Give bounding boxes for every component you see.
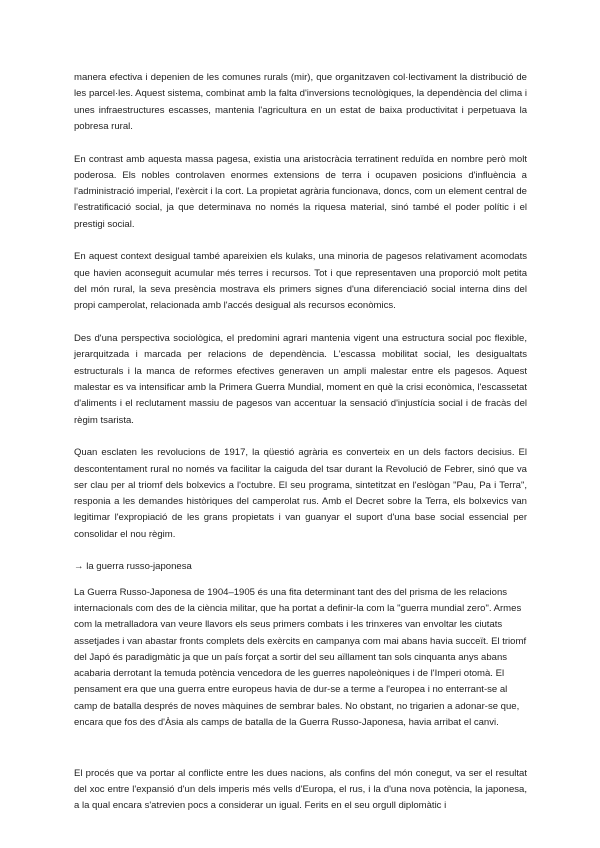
paragraph-aristocracy: En contrast amb aquesta massa pagesa, existia una aristocràcia terratinent reduïda en nombre però molt poderosa. Els nobles controlaven enormes extensions de terra i ocupaven posicions d'influència a l'administració imperial, l'exèrcit i la cort. La propietat agrària funcionava, doncs, com un element central de l'estratificació social, ja que determinava no només la riquesa material, sinó també el poder polític i el prestigi social.: [74, 153, 527, 230]
paragraph-sociological-perspective: Des d'una perspectiva sociològica, el predomini agrari mantenia vigent una estructura social poc flexible, jerarquitzada i marcada per relacions de dependència. L'escassa mobilitat social, les desigualtats estructurals i la manca de reformes efectives generaven un ampli malestar entre els pagesos. Aquest malestar es va intensificar amb la Primera Guerra Mundial, moment en què la crisi econòmica, l'escassetat d'aliments i el reclutament massiu de pagesos van accentuar la sensació d'injustícia social i de fracàs del règim tsarista.: [74, 333, 527, 426]
paragraph-kulaks: En aquest context desigual també apareixien els kulaks, una minoria de pagesos relativament acomodats que havien aconseguit acumular més terres i recursos. Tot i que representaven una proporció molt petita del món rural, la seva presència mostrava els primers signes d'una diferenciació social interna dins del propi camperolat, relacionada amb l'accés desigual als recursos econòmics.: [74, 251, 527, 312]
spacer: [74, 748, 527, 766]
paragraph-russo-japanese-war: La Guerra Russo-Japonesa de 1904–1905 és una fita determinant tant des del prisma de les relacions internacionals com des de la ciència militar, que ha portat a definir-la com la "guerra mundial zero". Armes com la metralladora van veure llavors els seus primers combats i les trinxeres van envoltar les ciutats assetjades i van abastar fronts complets dels exèrcits en campanya com mai abans havia succeït. El triomf del Japó és paradigmàtic ja que un país forçat a sortir del seu aïllament tan sols cinquanta anys abans acabaria derrotant la temuda potència vencedora de les guerres napoleòniques i de l'Imperi otomà. El pensament era que una guerra entre europeus havia de dur-se a terme a l'europea i no enterrant-se al camp de batalla després de noves màquines de sembrar bales. No obstant, no trigarien a adonar-se que, encara que fos des d'Àsia als camps de batalla de la Guerra Russo-Japonesa, havia arribat el canvi.: [74, 586, 527, 729]
document-page: [74, 70, 527, 815]
section-heading: → la guerra russo-japonesa: [74, 561, 192, 573]
paragraph-conflict-process: El procés que va portar al conflicte entre les dues nacions, als confins del món conegut, va ser el resultat del xoc entre l'expansió d'un dels imperis més vells d'Europa, el rus, i la d'una nova potència, la japonesa, a la qual encara s'atrevien pocs a considerar un igual. Ferits en el seu orgull diplomàtic i: [74, 767, 527, 812]
paragraph-revolutions-1917: Quan esclaten les revolucions de 1917, la qüestió agrària es converteix en un dels factors decisius. El descontentament rural no només va facilitar la caiguda del tsar durant la Revolució de Febrer, sinó que va ser clau per al triomf dels bolxevics a l'octubre. El seu programa, sintetitzat en l'eslògan "Pau, Pa i Terra", responia a les demandes històriques del camperolat rus. Amb el Decret sobre la Terra, els bolxevics van legitimar l'expropiació de les grans propietats i van guanyar el suport d'una base social essencial per consolidar el nou règim.: [74, 447, 527, 540]
paragraph-mir-system: manera efectiva i depenien de les comunes rurals (mir), que organitzaven col·lectivament la distribució de les parcel·les. Aquest sistema, combinat amb la falta d'inversions tecnològiques, la dependència del clima i unes infraestructures escasses, mantenia l'agricultura en un estat de baixa productivitat i perpetuava la pobresa rural.: [74, 72, 527, 132]
